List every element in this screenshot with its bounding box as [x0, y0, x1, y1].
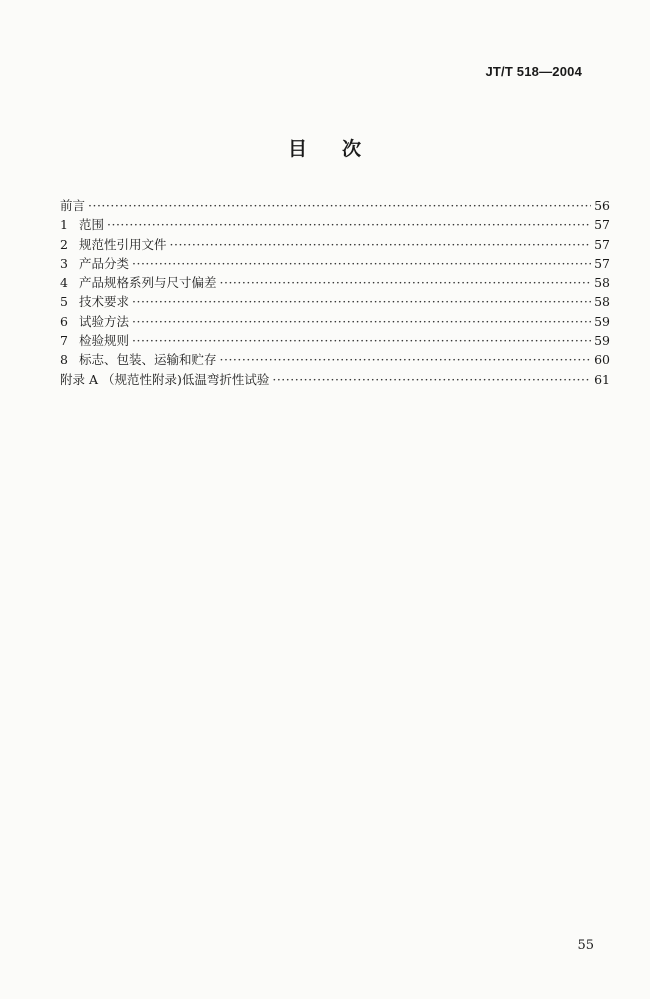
- toc-leader-dots: [132, 292, 591, 311]
- toc-title-char-2: 次: [342, 138, 363, 160]
- toc-entry-number: 8: [60, 352, 68, 368]
- toc-entry-scope[interactable]: [60, 215, 610, 234]
- toc-title-char-1: 目: [287, 138, 308, 160]
- toc-entry-label: 范围: [79, 217, 105, 233]
- toc-entry-number: 6: [60, 313, 68, 329]
- toc-entry-number: 5: [60, 294, 68, 310]
- toc-entry-label: 附录 A （规范性附录)低温弯折性试验: [60, 371, 270, 387]
- toc-entry-page: 56: [594, 198, 610, 213]
- toc-entry-page: 57: [594, 255, 610, 271]
- toc-entry-page: 58: [594, 294, 610, 310]
- toc-entry-classification[interactable]: [60, 254, 610, 273]
- toc-entry-technical-requirements[interactable]: [60, 292, 610, 311]
- toc-entry-normative-references[interactable]: [60, 235, 610, 254]
- toc-entry-number: 1: [60, 217, 68, 233]
- toc-entry-page: 59: [594, 333, 610, 349]
- toc-entry-page: 57: [594, 236, 610, 252]
- standard-code: JT/T 518—2004: [485, 64, 582, 79]
- toc-entry-foreword[interactable]: [60, 196, 610, 215]
- toc-leader-dots: [272, 370, 591, 389]
- toc-leader-dots: [88, 196, 591, 215]
- toc-leader-dots: [132, 312, 591, 331]
- toc-entry-appendix-a[interactable]: [60, 370, 610, 389]
- toc-leader-dots: [220, 273, 591, 292]
- toc-entry-specifications[interactable]: [60, 273, 610, 292]
- toc-entry-label: 前言: [60, 198, 86, 213]
- toc-entry-label: 技术要求: [79, 294, 130, 310]
- toc-title: [0, 134, 650, 161]
- toc-entry-page: 59: [594, 313, 610, 329]
- toc-entry-marking-packaging[interactable]: [60, 350, 610, 369]
- toc-entry-page: 58: [594, 275, 610, 291]
- page-number: 55: [577, 938, 594, 953]
- toc-entry-inspection-rules[interactable]: [60, 331, 610, 350]
- toc-entry-label: 产品分类: [79, 255, 130, 271]
- toc-entry-page: 61: [594, 371, 610, 387]
- toc-leader-dots: [220, 350, 591, 369]
- toc-entry-page: 60: [594, 352, 610, 368]
- toc-entry-label: 标志、包装、运输和贮存: [79, 352, 217, 368]
- toc-entry-page: 57: [594, 217, 610, 233]
- toc-entry-test-methods[interactable]: [60, 312, 610, 331]
- toc-leader-dots: [132, 331, 591, 350]
- toc-entry-number: 4: [60, 275, 68, 291]
- toc-entry-label: 规范性引用文件: [79, 236, 167, 252]
- toc-entry-label: 试验方法: [79, 313, 130, 329]
- table-of-contents: [60, 196, 610, 389]
- toc-leader-dots: [107, 215, 591, 234]
- toc-entry-number: 2: [60, 236, 68, 252]
- toc-entry-label: 检验规则: [79, 333, 130, 349]
- toc-leader-dots: [170, 235, 591, 254]
- toc-entry-number: 3: [60, 255, 68, 271]
- toc-entry-number: 7: [60, 333, 68, 349]
- toc-entry-label: 产品规格系列与尺寸偏差: [79, 275, 217, 291]
- toc-leader-dots: [132, 254, 591, 273]
